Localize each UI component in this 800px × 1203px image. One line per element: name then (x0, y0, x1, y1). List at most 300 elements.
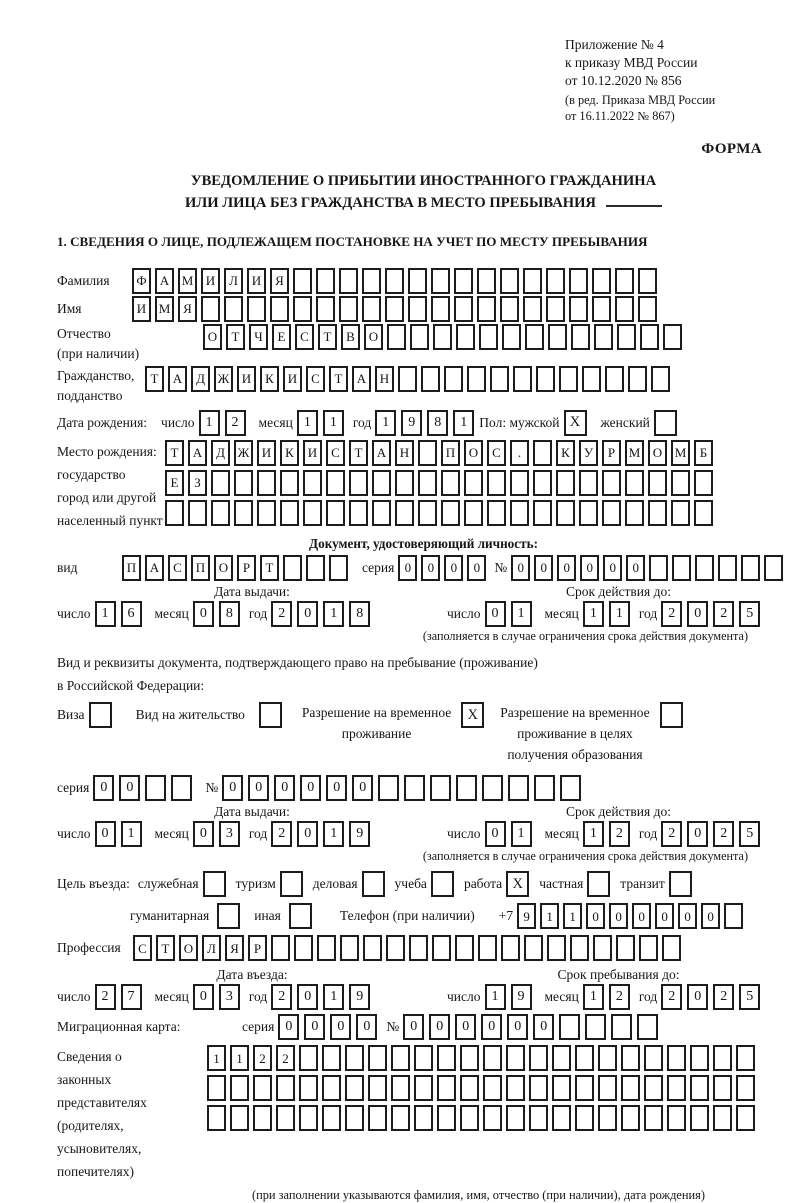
char-cell[interactable]: У (579, 440, 598, 466)
char-cell[interactable]: 1 (485, 984, 506, 1010)
char-cell[interactable]: 0 (655, 903, 674, 929)
char-cell[interactable]: 0 (511, 555, 530, 581)
char-cell[interactable]: С (487, 440, 506, 466)
char-cell[interactable] (418, 470, 437, 496)
char-cell[interactable] (552, 1045, 571, 1071)
char-cell[interactable] (276, 1105, 295, 1131)
char-cell[interactable] (560, 775, 581, 801)
char-cell[interactable]: 5 (739, 601, 760, 627)
char-cell[interactable] (592, 296, 611, 322)
char-cell[interactable]: 0 (193, 984, 214, 1010)
char-cell[interactable]: 2 (661, 601, 682, 627)
char-cell[interactable] (418, 500, 437, 526)
char-cell[interactable]: М (178, 268, 197, 294)
char-cell[interactable] (582, 366, 601, 392)
char-cell[interactable]: О (214, 555, 233, 581)
char-cell[interactable] (764, 555, 783, 581)
char-cell[interactable]: Т (145, 366, 164, 392)
char-cell[interactable] (234, 470, 253, 496)
char-cell[interactable] (638, 296, 657, 322)
char-cell[interactable]: 2 (95, 984, 116, 1010)
char-cell[interactable] (638, 268, 657, 294)
char-cell[interactable] (322, 1045, 341, 1071)
char-cell[interactable] (569, 268, 588, 294)
char-cell[interactable]: 9 (517, 903, 536, 929)
char-cell[interactable] (368, 1075, 387, 1101)
char-cell[interactable] (398, 366, 417, 392)
char-cell[interactable]: 2 (713, 601, 734, 627)
purpose-other-checkbox[interactable] (289, 903, 312, 929)
char-cell[interactable] (283, 555, 302, 581)
char-cell[interactable]: Л (202, 935, 221, 961)
char-cell[interactable] (293, 296, 312, 322)
char-cell[interactable]: 1 (95, 601, 116, 627)
char-cell[interactable]: И (247, 268, 266, 294)
char-cell[interactable] (500, 268, 519, 294)
char-cell[interactable] (667, 1045, 686, 1071)
char-cell[interactable]: А (352, 366, 371, 392)
char-cell[interactable] (533, 440, 552, 466)
char-cell[interactable]: 2 (271, 984, 292, 1010)
char-cell[interactable]: Т (260, 555, 279, 581)
char-cell[interactable]: 0 (222, 775, 243, 801)
char-cell[interactable] (713, 1075, 732, 1101)
char-cell[interactable]: П (122, 555, 141, 581)
char-cell[interactable]: И (303, 440, 322, 466)
char-cell[interactable] (644, 1075, 663, 1101)
char-cell[interactable] (482, 775, 503, 801)
char-cell[interactable]: 2 (661, 821, 682, 847)
char-cell[interactable] (395, 470, 414, 496)
char-cell[interactable]: 0 (444, 555, 463, 581)
char-cell[interactable]: 1 (511, 601, 532, 627)
char-cell[interactable] (454, 268, 473, 294)
char-cell[interactable]: П (441, 440, 460, 466)
char-cell[interactable] (598, 1105, 617, 1131)
char-cell[interactable] (625, 500, 644, 526)
char-cell[interactable]: Т (318, 324, 337, 350)
char-cell[interactable] (510, 470, 529, 496)
char-cell[interactable] (464, 470, 483, 496)
char-cell[interactable]: 0 (398, 555, 417, 581)
char-cell[interactable] (340, 935, 359, 961)
char-cell[interactable] (506, 1075, 525, 1101)
char-cell[interactable]: 1 (453, 410, 474, 436)
char-cell[interactable]: 1 (323, 984, 344, 1010)
char-cell[interactable]: И (237, 366, 256, 392)
char-cell[interactable] (404, 775, 425, 801)
char-cell[interactable]: О (179, 935, 198, 961)
char-cell[interactable] (437, 1045, 456, 1071)
char-cell[interactable]: Ф (132, 268, 151, 294)
char-cell[interactable]: М (625, 440, 644, 466)
char-cell[interactable] (741, 555, 760, 581)
char-cell[interactable] (621, 1075, 640, 1101)
char-cell[interactable]: 0 (326, 775, 347, 801)
char-cell[interactable] (575, 1075, 594, 1101)
char-cell[interactable] (571, 324, 590, 350)
char-cell[interactable]: А (145, 555, 164, 581)
char-cell[interactable] (437, 1075, 456, 1101)
char-cell[interactable]: 0 (687, 984, 708, 1010)
char-cell[interactable] (501, 935, 520, 961)
char-cell[interactable]: А (155, 268, 174, 294)
char-cell[interactable]: Ж (214, 366, 233, 392)
char-cell[interactable] (671, 470, 690, 496)
char-cell[interactable]: 1 (199, 410, 220, 436)
char-cell[interactable] (253, 1105, 272, 1131)
char-cell[interactable]: О (364, 324, 383, 350)
char-cell[interactable]: Я (178, 296, 197, 322)
char-cell[interactable]: 0 (403, 1014, 424, 1040)
char-cell[interactable] (437, 1105, 456, 1131)
char-cell[interactable] (385, 296, 404, 322)
char-cell[interactable] (431, 296, 450, 322)
temp-residence-checkbox[interactable]: X (461, 702, 484, 728)
char-cell[interactable] (372, 470, 391, 496)
char-cell[interactable] (444, 366, 463, 392)
char-cell[interactable] (585, 1014, 606, 1040)
char-cell[interactable] (602, 500, 621, 526)
char-cell[interactable] (690, 1105, 709, 1131)
char-cell[interactable] (326, 470, 345, 496)
char-cell[interactable] (207, 1075, 226, 1101)
char-cell[interactable]: Л (224, 268, 243, 294)
char-cell[interactable] (694, 470, 713, 496)
char-cell[interactable] (201, 296, 220, 322)
char-cell[interactable]: 1 (511, 821, 532, 847)
char-cell[interactable] (524, 935, 543, 961)
char-cell[interactable] (460, 1045, 479, 1071)
char-cell[interactable] (280, 500, 299, 526)
char-cell[interactable]: М (155, 296, 174, 322)
char-cell[interactable] (408, 296, 427, 322)
char-cell[interactable]: С (133, 935, 152, 961)
char-cell[interactable] (594, 324, 613, 350)
char-cell[interactable] (592, 268, 611, 294)
char-cell[interactable] (456, 324, 475, 350)
char-cell[interactable] (506, 1045, 525, 1071)
char-cell[interactable]: 0 (193, 821, 214, 847)
char-cell[interactable]: 3 (219, 984, 240, 1010)
char-cell[interactable] (525, 324, 544, 350)
char-cell[interactable]: А (168, 366, 187, 392)
char-cell[interactable]: Т (165, 440, 184, 466)
char-cell[interactable] (605, 366, 624, 392)
char-cell[interactable]: Е (165, 470, 184, 496)
purpose-transit-checkbox[interactable] (669, 871, 692, 897)
char-cell[interactable] (306, 555, 325, 581)
char-cell[interactable] (662, 935, 681, 961)
char-cell[interactable] (362, 296, 381, 322)
char-cell[interactable] (523, 296, 542, 322)
char-cell[interactable] (644, 1105, 663, 1131)
char-cell[interactable] (510, 500, 529, 526)
char-cell[interactable] (621, 1105, 640, 1131)
char-cell[interactable] (690, 1045, 709, 1071)
char-cell[interactable] (387, 324, 406, 350)
char-cell[interactable] (713, 1105, 732, 1131)
char-cell[interactable] (253, 1075, 272, 1101)
char-cell[interactable]: 0 (248, 775, 269, 801)
char-cell[interactable]: 0 (603, 555, 622, 581)
char-cell[interactable]: И (201, 268, 220, 294)
char-cell[interactable] (322, 1075, 341, 1101)
char-cell[interactable]: 0 (455, 1014, 476, 1040)
char-cell[interactable]: 2 (253, 1045, 272, 1071)
char-cell[interactable]: 0 (297, 821, 318, 847)
char-cell[interactable] (409, 935, 428, 961)
char-cell[interactable] (339, 296, 358, 322)
char-cell[interactable]: 9 (511, 984, 532, 1010)
char-cell[interactable] (391, 1045, 410, 1071)
char-cell[interactable]: 0 (304, 1014, 325, 1040)
char-cell[interactable]: 6 (121, 601, 142, 627)
char-cell[interactable] (628, 366, 647, 392)
char-cell[interactable] (579, 500, 598, 526)
char-cell[interactable] (639, 935, 658, 961)
char-cell[interactable] (533, 500, 552, 526)
char-cell[interactable] (615, 296, 634, 322)
char-cell[interactable]: 9 (349, 821, 370, 847)
char-cell[interactable] (529, 1075, 548, 1101)
char-cell[interactable] (559, 366, 578, 392)
char-cell[interactable]: 0 (193, 601, 214, 627)
char-cell[interactable]: 2 (225, 410, 246, 436)
char-cell[interactable]: 0 (687, 821, 708, 847)
sex-female-checkbox[interactable] (654, 410, 677, 436)
char-cell[interactable]: 1 (375, 410, 396, 436)
char-cell[interactable]: 0 (533, 1014, 554, 1040)
char-cell[interactable] (513, 366, 532, 392)
char-cell[interactable] (713, 1045, 732, 1071)
char-cell[interactable]: 5 (739, 821, 760, 847)
char-cell[interactable]: 0 (701, 903, 720, 929)
char-cell[interactable] (487, 500, 506, 526)
char-cell[interactable]: Я (225, 935, 244, 961)
char-cell[interactable] (303, 470, 322, 496)
char-cell[interactable]: 1 (583, 821, 604, 847)
char-cell[interactable] (644, 1045, 663, 1071)
char-cell[interactable] (270, 296, 289, 322)
char-cell[interactable]: Я (270, 268, 289, 294)
char-cell[interactable] (454, 296, 473, 322)
char-cell[interactable]: Р (237, 555, 256, 581)
char-cell[interactable]: О (648, 440, 667, 466)
char-cell[interactable] (536, 366, 555, 392)
char-cell[interactable] (695, 555, 714, 581)
char-cell[interactable]: 1 (540, 903, 559, 929)
sex-male-checkbox[interactable]: X (564, 410, 587, 436)
char-cell[interactable]: С (326, 440, 345, 466)
char-cell[interactable]: 2 (271, 821, 292, 847)
char-cell[interactable] (559, 1014, 580, 1040)
char-cell[interactable] (317, 935, 336, 961)
purpose-study-checkbox[interactable] (431, 871, 454, 897)
char-cell[interactable] (467, 366, 486, 392)
char-cell[interactable] (477, 268, 496, 294)
char-cell[interactable]: 2 (713, 984, 734, 1010)
char-cell[interactable]: 0 (421, 555, 440, 581)
char-cell[interactable]: 0 (557, 555, 576, 581)
char-cell[interactable]: 1 (297, 410, 318, 436)
char-cell[interactable] (145, 775, 166, 801)
char-cell[interactable] (211, 470, 230, 496)
purpose-humanitarian-checkbox[interactable] (217, 903, 240, 929)
char-cell[interactable] (483, 1105, 502, 1131)
char-cell[interactable] (602, 470, 621, 496)
char-cell[interactable]: 9 (401, 410, 422, 436)
char-cell[interactable]: 0 (507, 1014, 528, 1040)
char-cell[interactable] (506, 1105, 525, 1131)
char-cell[interactable]: 7 (121, 984, 142, 1010)
char-cell[interactable] (433, 324, 452, 350)
char-cell[interactable] (230, 1075, 249, 1101)
char-cell[interactable]: Т (156, 935, 175, 961)
temp-residence-edu-checkbox[interactable] (660, 702, 683, 728)
purpose-business-checkbox[interactable] (362, 871, 385, 897)
char-cell[interactable] (345, 1075, 364, 1101)
char-cell[interactable] (483, 1045, 502, 1071)
char-cell[interactable]: П (191, 555, 210, 581)
char-cell[interactable] (533, 470, 552, 496)
char-cell[interactable] (441, 500, 460, 526)
char-cell[interactable]: 0 (586, 903, 605, 929)
char-cell[interactable] (617, 324, 636, 350)
char-cell[interactable] (483, 1075, 502, 1101)
char-cell[interactable] (690, 1075, 709, 1101)
char-cell[interactable]: 0 (626, 555, 645, 581)
char-cell[interactable] (593, 935, 612, 961)
char-cell[interactable] (502, 324, 521, 350)
char-cell[interactable]: 0 (678, 903, 697, 929)
char-cell[interactable] (171, 775, 192, 801)
char-cell[interactable] (529, 1105, 548, 1131)
char-cell[interactable] (552, 1105, 571, 1131)
char-cell[interactable] (257, 500, 276, 526)
char-cell[interactable] (736, 1045, 755, 1071)
char-cell[interactable] (391, 1105, 410, 1131)
char-cell[interactable]: 0 (93, 775, 114, 801)
char-cell[interactable] (616, 935, 635, 961)
char-cell[interactable] (391, 1075, 410, 1101)
char-cell[interactable]: Б (694, 440, 713, 466)
char-cell[interactable]: И (283, 366, 302, 392)
char-cell[interactable] (672, 555, 691, 581)
char-cell[interactable]: Ж (234, 440, 253, 466)
char-cell[interactable]: 1 (583, 984, 604, 1010)
char-cell[interactable]: К (556, 440, 575, 466)
char-cell[interactable]: 0 (356, 1014, 377, 1040)
purpose-work-checkbox[interactable]: X (506, 871, 529, 897)
char-cell[interactable]: 2 (271, 601, 292, 627)
char-cell[interactable]: 2 (276, 1045, 295, 1071)
char-cell[interactable] (326, 500, 345, 526)
char-cell[interactable]: А (188, 440, 207, 466)
char-cell[interactable] (299, 1045, 318, 1071)
char-cell[interactable]: 0 (278, 1014, 299, 1040)
char-cell[interactable] (224, 296, 243, 322)
char-cell[interactable] (441, 470, 460, 496)
char-cell[interactable] (663, 324, 682, 350)
char-cell[interactable]: В (341, 324, 360, 350)
char-cell[interactable] (579, 470, 598, 496)
char-cell[interactable] (421, 366, 440, 392)
char-cell[interactable]: 0 (429, 1014, 450, 1040)
char-cell[interactable] (408, 268, 427, 294)
char-cell[interactable] (280, 470, 299, 496)
char-cell[interactable] (667, 1105, 686, 1131)
char-cell[interactable] (534, 775, 555, 801)
char-cell[interactable]: 8 (427, 410, 448, 436)
char-cell[interactable]: Т (329, 366, 348, 392)
char-cell[interactable] (368, 1045, 387, 1071)
char-cell[interactable]: 0 (687, 601, 708, 627)
char-cell[interactable]: 0 (95, 821, 116, 847)
char-cell[interactable] (303, 500, 322, 526)
char-cell[interactable]: К (280, 440, 299, 466)
char-cell[interactable] (329, 555, 348, 581)
char-cell[interactable] (316, 296, 335, 322)
char-cell[interactable]: 0 (274, 775, 295, 801)
char-cell[interactable] (247, 296, 266, 322)
char-cell[interactable]: 0 (352, 775, 373, 801)
char-cell[interactable] (651, 366, 670, 392)
char-cell[interactable]: 2 (713, 821, 734, 847)
char-cell[interactable] (718, 555, 737, 581)
char-cell[interactable] (345, 1105, 364, 1131)
char-cell[interactable] (575, 1045, 594, 1071)
char-cell[interactable] (625, 470, 644, 496)
purpose-official-checkbox[interactable] (203, 871, 226, 897)
char-cell[interactable] (378, 775, 399, 801)
char-cell[interactable]: Т (349, 440, 368, 466)
char-cell[interactable]: И (257, 440, 276, 466)
char-cell[interactable]: 1 (583, 601, 604, 627)
char-cell[interactable] (349, 500, 368, 526)
char-cell[interactable] (456, 775, 477, 801)
char-cell[interactable] (432, 935, 451, 961)
char-cell[interactable]: 0 (485, 821, 506, 847)
char-cell[interactable]: 8 (349, 601, 370, 627)
char-cell[interactable] (386, 935, 405, 961)
char-cell[interactable]: 0 (580, 555, 599, 581)
char-cell[interactable] (615, 268, 634, 294)
char-cell[interactable] (547, 935, 566, 961)
char-cell[interactable] (500, 296, 519, 322)
char-cell[interactable]: С (306, 366, 325, 392)
char-cell[interactable] (460, 1105, 479, 1131)
char-cell[interactable] (611, 1014, 632, 1040)
char-cell[interactable]: Д (211, 440, 230, 466)
char-cell[interactable] (363, 935, 382, 961)
char-cell[interactable] (299, 1075, 318, 1101)
char-cell[interactable] (694, 500, 713, 526)
char-cell[interactable]: 9 (349, 984, 370, 1010)
char-cell[interactable]: 5 (739, 984, 760, 1010)
char-cell[interactable] (460, 1075, 479, 1101)
char-cell[interactable]: 1 (323, 601, 344, 627)
char-cell[interactable] (410, 324, 429, 350)
char-cell[interactable]: О (464, 440, 483, 466)
char-cell[interactable]: М (671, 440, 690, 466)
char-cell[interactable] (570, 935, 589, 961)
char-cell[interactable] (546, 296, 565, 322)
char-cell[interactable]: 0 (485, 601, 506, 627)
char-cell[interactable] (724, 903, 743, 929)
char-cell[interactable]: 0 (300, 775, 321, 801)
char-cell[interactable] (234, 500, 253, 526)
